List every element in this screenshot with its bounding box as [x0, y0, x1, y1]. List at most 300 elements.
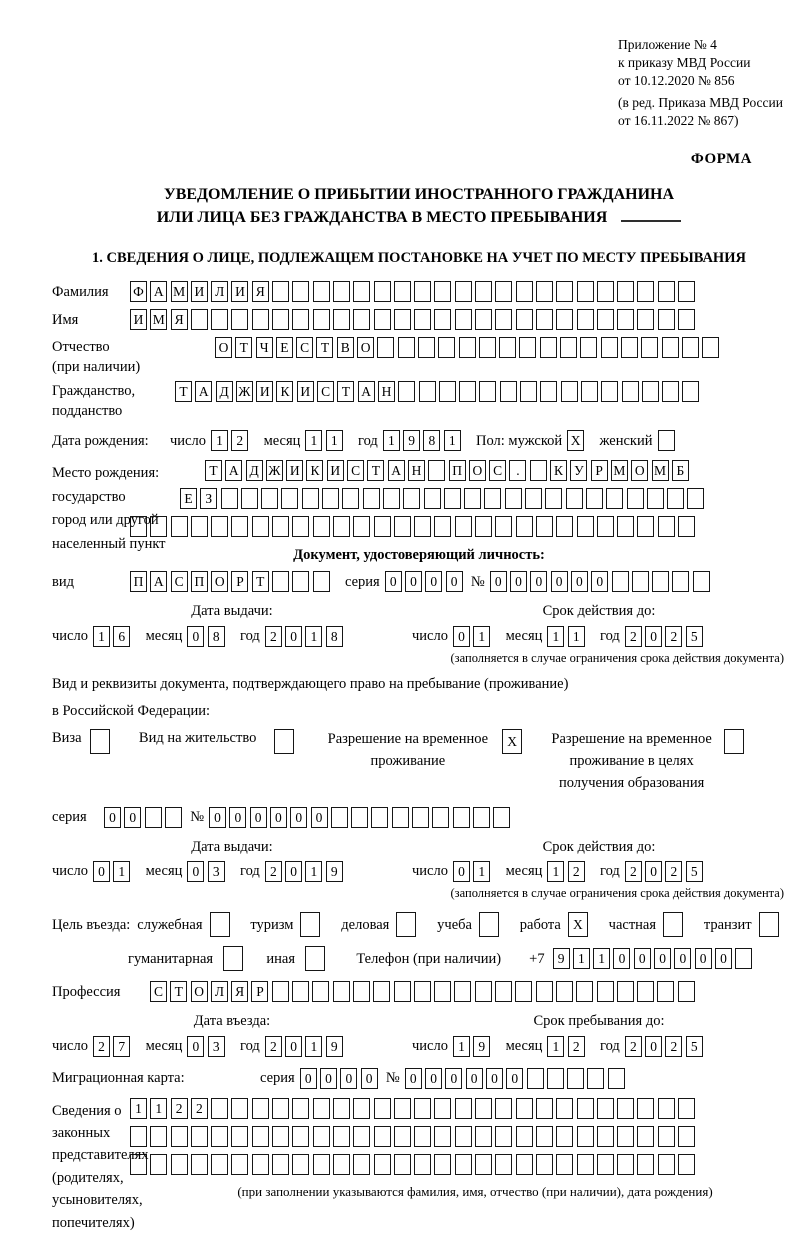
char-box[interactable]: [495, 281, 512, 302]
char-box[interactable]: [632, 571, 649, 592]
char-box[interactable]: [231, 1154, 248, 1175]
char-box[interactable]: [637, 281, 654, 302]
char-box[interactable]: 0: [654, 948, 671, 969]
char-box[interactable]: 1: [547, 1036, 564, 1057]
char-box[interactable]: [495, 1098, 512, 1119]
char-box[interactable]: 1: [547, 861, 564, 882]
char-box[interactable]: М: [611, 460, 628, 481]
char-box[interactable]: [597, 981, 614, 1002]
char-box[interactable]: [292, 1126, 309, 1147]
char-box[interactable]: [414, 1154, 431, 1175]
char-box[interactable]: 3: [208, 1036, 225, 1057]
char-box[interactable]: [500, 381, 517, 402]
char-box[interactable]: 1: [150, 1098, 167, 1119]
char-box[interactable]: [617, 1098, 634, 1119]
char-box[interactable]: Д: [216, 381, 233, 402]
char-box[interactable]: [313, 309, 330, 330]
char-box[interactable]: 9: [473, 1036, 490, 1057]
char-box[interactable]: 0: [405, 1068, 422, 1089]
char-box[interactable]: Т: [367, 460, 384, 481]
char-box[interactable]: [479, 337, 496, 358]
char-box[interactable]: [231, 516, 248, 537]
char-box[interactable]: [637, 516, 654, 537]
char-box[interactable]: [322, 488, 339, 509]
char-box[interactable]: Я: [231, 981, 248, 1002]
checkbox[interactable]: [658, 430, 675, 451]
char-box[interactable]: 1: [326, 430, 343, 451]
char-box[interactable]: Т: [175, 381, 192, 402]
char-box[interactable]: [657, 981, 674, 1002]
char-box[interactable]: [398, 381, 415, 402]
char-box[interactable]: 0: [187, 1036, 204, 1057]
char-box[interactable]: [453, 807, 470, 828]
char-box[interactable]: Т: [170, 981, 187, 1002]
char-box[interactable]: 2: [191, 1098, 208, 1119]
char-box[interactable]: Т: [316, 337, 333, 358]
char-box[interactable]: 2: [93, 1036, 110, 1057]
char-box[interactable]: [272, 571, 289, 592]
char-box[interactable]: [313, 516, 330, 537]
char-box[interactable]: 0: [320, 1068, 337, 1089]
char-box[interactable]: 2: [665, 1036, 682, 1057]
char-box[interactable]: [191, 1126, 208, 1147]
char-box[interactable]: [211, 1154, 228, 1175]
char-box[interactable]: 2: [665, 861, 682, 882]
char-box[interactable]: С: [171, 571, 188, 592]
char-box[interactable]: [394, 1126, 411, 1147]
char-box[interactable]: [353, 516, 370, 537]
char-box[interactable]: К: [276, 381, 293, 402]
checkbox[interactable]: [396, 912, 416, 937]
char-box[interactable]: [484, 488, 501, 509]
char-box[interactable]: 1: [473, 861, 490, 882]
char-box[interactable]: Е: [276, 337, 293, 358]
char-box[interactable]: М: [150, 309, 167, 330]
char-box[interactable]: 0: [446, 571, 463, 592]
char-box[interactable]: 1: [305, 626, 322, 647]
char-box[interactable]: [221, 488, 238, 509]
char-box[interactable]: [495, 1154, 512, 1175]
char-box[interactable]: Л: [211, 281, 228, 302]
char-box[interactable]: [597, 309, 614, 330]
char-box[interactable]: [536, 1154, 553, 1175]
checkbox[interactable]: [305, 946, 325, 971]
char-box[interactable]: [211, 516, 228, 537]
char-box[interactable]: [231, 1126, 248, 1147]
char-box[interactable]: [333, 309, 350, 330]
char-box[interactable]: Я: [252, 281, 269, 302]
char-box[interactable]: И: [256, 381, 273, 402]
char-box[interactable]: [556, 516, 573, 537]
char-box[interactable]: [394, 516, 411, 537]
char-box[interactable]: 1: [130, 1098, 147, 1119]
char-box[interactable]: [587, 1068, 604, 1089]
char-box[interactable]: [678, 1098, 695, 1119]
char-box[interactable]: [292, 516, 309, 537]
char-box[interactable]: 1: [444, 430, 461, 451]
char-box[interactable]: [454, 981, 471, 1002]
char-box[interactable]: [392, 807, 409, 828]
char-box[interactable]: [444, 488, 461, 509]
char-box[interactable]: Л: [211, 981, 228, 1002]
char-box[interactable]: В: [337, 337, 354, 358]
char-box[interactable]: [540, 337, 557, 358]
char-box[interactable]: [252, 1126, 269, 1147]
char-box[interactable]: 1: [573, 948, 590, 969]
char-box[interactable]: М: [652, 460, 669, 481]
char-box[interactable]: [459, 337, 476, 358]
char-box[interactable]: [394, 1098, 411, 1119]
char-box[interactable]: [351, 807, 368, 828]
char-box[interactable]: [211, 309, 228, 330]
char-box[interactable]: [434, 516, 451, 537]
char-box[interactable]: К: [306, 460, 323, 481]
char-box[interactable]: Е: [180, 488, 197, 509]
char-box[interactable]: 0: [490, 571, 507, 592]
char-box[interactable]: [577, 1154, 594, 1175]
char-box[interactable]: 1: [305, 861, 322, 882]
char-box[interactable]: [672, 571, 689, 592]
char-box[interactable]: И: [286, 460, 303, 481]
char-box[interactable]: П: [130, 571, 147, 592]
char-box[interactable]: [252, 516, 269, 537]
char-box[interactable]: [495, 1126, 512, 1147]
char-box[interactable]: [576, 981, 593, 1002]
char-box[interactable]: [394, 981, 411, 1002]
char-box[interactable]: [597, 281, 614, 302]
char-box[interactable]: [556, 1126, 573, 1147]
char-box[interactable]: [333, 1126, 350, 1147]
char-box[interactable]: П: [191, 571, 208, 592]
char-box[interactable]: 1: [113, 861, 130, 882]
char-box[interactable]: [363, 488, 380, 509]
char-box[interactable]: [333, 1154, 350, 1175]
char-box[interactable]: [272, 1126, 289, 1147]
char-box[interactable]: 9: [553, 948, 570, 969]
char-box[interactable]: [252, 1154, 269, 1175]
char-box[interactable]: 2: [231, 430, 248, 451]
char-box[interactable]: 9: [403, 430, 420, 451]
char-box[interactable]: [702, 337, 719, 358]
char-box[interactable]: [735, 948, 752, 969]
char-box[interactable]: [150, 1126, 167, 1147]
char-box[interactable]: [342, 488, 359, 509]
char-box[interactable]: [353, 1126, 370, 1147]
char-box[interactable]: [414, 309, 431, 330]
char-box[interactable]: Т: [235, 337, 252, 358]
char-box[interactable]: [171, 516, 188, 537]
char-box[interactable]: [333, 1098, 350, 1119]
char-box[interactable]: С: [150, 981, 167, 1002]
char-box[interactable]: [617, 281, 634, 302]
char-box[interactable]: [682, 337, 699, 358]
char-box[interactable]: [455, 281, 472, 302]
char-box[interactable]: [682, 381, 699, 402]
char-box[interactable]: Т: [252, 571, 269, 592]
char-box[interactable]: [331, 807, 348, 828]
char-box[interactable]: [292, 1154, 309, 1175]
char-box[interactable]: [353, 981, 370, 1002]
char-box[interactable]: [515, 981, 532, 1002]
char-box[interactable]: [567, 1068, 584, 1089]
char-box[interactable]: 0: [93, 861, 110, 882]
char-box[interactable]: [455, 1154, 472, 1175]
char-box[interactable]: [434, 1154, 451, 1175]
char-box[interactable]: [377, 337, 394, 358]
char-box[interactable]: [621, 337, 638, 358]
char-box[interactable]: О: [631, 460, 648, 481]
char-box[interactable]: [414, 1126, 431, 1147]
char-box[interactable]: И: [191, 281, 208, 302]
char-box[interactable]: 0: [466, 1068, 483, 1089]
char-box[interactable]: А: [150, 281, 167, 302]
char-box[interactable]: 1: [547, 626, 564, 647]
char-box[interactable]: [414, 981, 431, 1002]
char-box[interactable]: [414, 516, 431, 537]
char-box[interactable]: [374, 1098, 391, 1119]
char-box[interactable]: [371, 807, 388, 828]
char-box[interactable]: 0: [506, 1068, 523, 1089]
char-box[interactable]: [353, 309, 370, 330]
char-box[interactable]: [252, 1098, 269, 1119]
char-box[interactable]: С: [489, 460, 506, 481]
char-box[interactable]: У: [570, 460, 587, 481]
char-box[interactable]: [658, 1098, 675, 1119]
char-box[interactable]: [495, 981, 512, 1002]
char-box[interactable]: 1: [305, 430, 322, 451]
char-box[interactable]: [475, 1154, 492, 1175]
char-box[interactable]: [171, 1126, 188, 1147]
char-box[interactable]: 1: [305, 1036, 322, 1057]
checkbox[interactable]: [300, 912, 320, 937]
char-box[interactable]: Т: [205, 460, 222, 481]
char-box[interactable]: [536, 281, 553, 302]
char-box[interactable]: 5: [686, 1036, 703, 1057]
char-box[interactable]: Д: [246, 460, 263, 481]
char-box[interactable]: [637, 309, 654, 330]
char-box[interactable]: [601, 381, 618, 402]
char-box[interactable]: [545, 488, 562, 509]
char-box[interactable]: 0: [613, 948, 630, 969]
char-box[interactable]: 0: [695, 948, 712, 969]
char-box[interactable]: [495, 516, 512, 537]
char-box[interactable]: [313, 1098, 330, 1119]
char-box[interactable]: [608, 1068, 625, 1089]
char-box[interactable]: [641, 337, 658, 358]
char-box[interactable]: [434, 981, 451, 1002]
char-box[interactable]: [617, 1154, 634, 1175]
char-box[interactable]: [612, 571, 629, 592]
char-box[interactable]: 1: [473, 626, 490, 647]
char-box[interactable]: 0: [270, 807, 287, 828]
char-box[interactable]: [536, 1126, 553, 1147]
char-box[interactable]: [252, 309, 269, 330]
char-box[interactable]: И: [130, 309, 147, 330]
char-box[interactable]: 0: [340, 1068, 357, 1089]
char-box[interactable]: [536, 981, 553, 1002]
char-box[interactable]: Б: [672, 460, 689, 481]
char-box[interactable]: [556, 1154, 573, 1175]
char-box[interactable]: [617, 516, 634, 537]
char-box[interactable]: [536, 516, 553, 537]
char-box[interactable]: [292, 571, 309, 592]
char-box[interactable]: Ф: [130, 281, 147, 302]
char-box[interactable]: С: [317, 381, 334, 402]
char-box[interactable]: 1: [453, 1036, 470, 1057]
char-box[interactable]: [414, 281, 431, 302]
char-box[interactable]: [475, 516, 492, 537]
char-box[interactable]: А: [358, 381, 375, 402]
char-box[interactable]: [606, 488, 623, 509]
char-box[interactable]: [561, 381, 578, 402]
char-box[interactable]: [586, 488, 603, 509]
checkbox[interactable]: [759, 912, 779, 937]
char-box[interactable]: 1: [93, 626, 110, 647]
char-box[interactable]: К: [550, 460, 567, 481]
char-box[interactable]: [272, 516, 289, 537]
char-box[interactable]: [272, 1098, 289, 1119]
char-box[interactable]: [281, 488, 298, 509]
char-box[interactable]: [597, 1154, 614, 1175]
char-box[interactable]: [580, 337, 597, 358]
char-box[interactable]: [475, 1126, 492, 1147]
char-box[interactable]: 0: [645, 861, 662, 882]
char-box[interactable]: [211, 1098, 228, 1119]
char-box[interactable]: [577, 516, 594, 537]
char-box[interactable]: [171, 1154, 188, 1175]
char-box[interactable]: [292, 309, 309, 330]
char-box[interactable]: 0: [715, 948, 732, 969]
char-box[interactable]: [493, 807, 510, 828]
char-box[interactable]: [678, 309, 695, 330]
char-box[interactable]: [434, 1126, 451, 1147]
char-box[interactable]: [374, 281, 391, 302]
char-box[interactable]: Я: [171, 309, 188, 330]
char-box[interactable]: [261, 488, 278, 509]
char-box[interactable]: 0: [425, 1068, 442, 1089]
char-box[interactable]: [627, 488, 644, 509]
char-box[interactable]: [455, 309, 472, 330]
char-box[interactable]: 2: [265, 1036, 282, 1057]
char-box[interactable]: М: [171, 281, 188, 302]
char-box[interactable]: [475, 309, 492, 330]
char-box[interactable]: 1: [383, 430, 400, 451]
char-box[interactable]: [577, 281, 594, 302]
char-box[interactable]: [540, 381, 557, 402]
char-box[interactable]: 0: [591, 571, 608, 592]
char-box[interactable]: 0: [510, 571, 527, 592]
char-box[interactable]: [353, 1154, 370, 1175]
char-box[interactable]: [505, 488, 522, 509]
char-box[interactable]: [652, 571, 669, 592]
char-box[interactable]: 8: [423, 430, 440, 451]
char-box[interactable]: Р: [251, 981, 268, 1002]
char-box[interactable]: [353, 1098, 370, 1119]
char-box[interactable]: [536, 1098, 553, 1119]
char-box[interactable]: [617, 1126, 634, 1147]
char-box[interactable]: [479, 381, 496, 402]
char-box[interactable]: [597, 1126, 614, 1147]
char-box[interactable]: [577, 309, 594, 330]
char-box[interactable]: 2: [568, 861, 585, 882]
char-box[interactable]: [617, 981, 634, 1002]
char-box[interactable]: [231, 309, 248, 330]
char-box[interactable]: 0: [124, 807, 141, 828]
char-box[interactable]: [374, 1126, 391, 1147]
char-box[interactable]: .: [509, 460, 526, 481]
char-box[interactable]: Р: [591, 460, 608, 481]
char-box[interactable]: [272, 981, 289, 1002]
char-box[interactable]: [383, 488, 400, 509]
char-box[interactable]: 0: [645, 626, 662, 647]
char-box[interactable]: [547, 1068, 564, 1089]
char-box[interactable]: 8: [208, 626, 225, 647]
checkbox[interactable]: X: [502, 729, 522, 754]
char-box[interactable]: [516, 1154, 533, 1175]
char-box[interactable]: [434, 309, 451, 330]
char-box[interactable]: [231, 1098, 248, 1119]
char-box[interactable]: [678, 516, 695, 537]
char-box[interactable]: О: [215, 337, 232, 358]
char-box[interactable]: [536, 309, 553, 330]
char-box[interactable]: [637, 1126, 654, 1147]
char-box[interactable]: [403, 488, 420, 509]
char-box[interactable]: [459, 381, 476, 402]
char-box[interactable]: А: [195, 381, 212, 402]
char-box[interactable]: [516, 309, 533, 330]
char-box[interactable]: [475, 981, 492, 1002]
char-box[interactable]: [312, 981, 329, 1002]
char-box[interactable]: [658, 1154, 675, 1175]
char-box[interactable]: [495, 309, 512, 330]
char-box[interactable]: [333, 516, 350, 537]
char-box[interactable]: [687, 488, 704, 509]
char-box[interactable]: [241, 488, 258, 509]
char-box[interactable]: 0: [104, 807, 121, 828]
char-box[interactable]: [658, 281, 675, 302]
char-box[interactable]: [455, 1098, 472, 1119]
char-box[interactable]: [530, 460, 547, 481]
checkbox[interactable]: [724, 729, 744, 754]
char-box[interactable]: [272, 309, 289, 330]
char-box[interactable]: 3: [208, 861, 225, 882]
char-box[interactable]: 6: [113, 626, 130, 647]
char-box[interactable]: [516, 1126, 533, 1147]
char-box[interactable]: [647, 488, 664, 509]
char-box[interactable]: [597, 516, 614, 537]
char-box[interactable]: [313, 571, 330, 592]
char-box[interactable]: 5: [686, 626, 703, 647]
char-box[interactable]: [455, 1126, 472, 1147]
char-box[interactable]: [678, 1154, 695, 1175]
char-box[interactable]: [272, 1154, 289, 1175]
checkbox[interactable]: [223, 946, 243, 971]
char-box[interactable]: [662, 381, 679, 402]
char-box[interactable]: 2: [171, 1098, 188, 1119]
char-box[interactable]: [556, 309, 573, 330]
char-box[interactable]: [394, 281, 411, 302]
char-box[interactable]: И: [231, 281, 248, 302]
char-box[interactable]: [374, 516, 391, 537]
char-box[interactable]: 2: [625, 1036, 642, 1057]
char-box[interactable]: [333, 981, 350, 1002]
char-box[interactable]: Т: [337, 381, 354, 402]
checkbox[interactable]: X: [567, 430, 584, 451]
char-box[interactable]: [475, 1098, 492, 1119]
char-box[interactable]: [211, 1126, 228, 1147]
char-box[interactable]: [637, 1098, 654, 1119]
checkbox[interactable]: [274, 729, 294, 754]
